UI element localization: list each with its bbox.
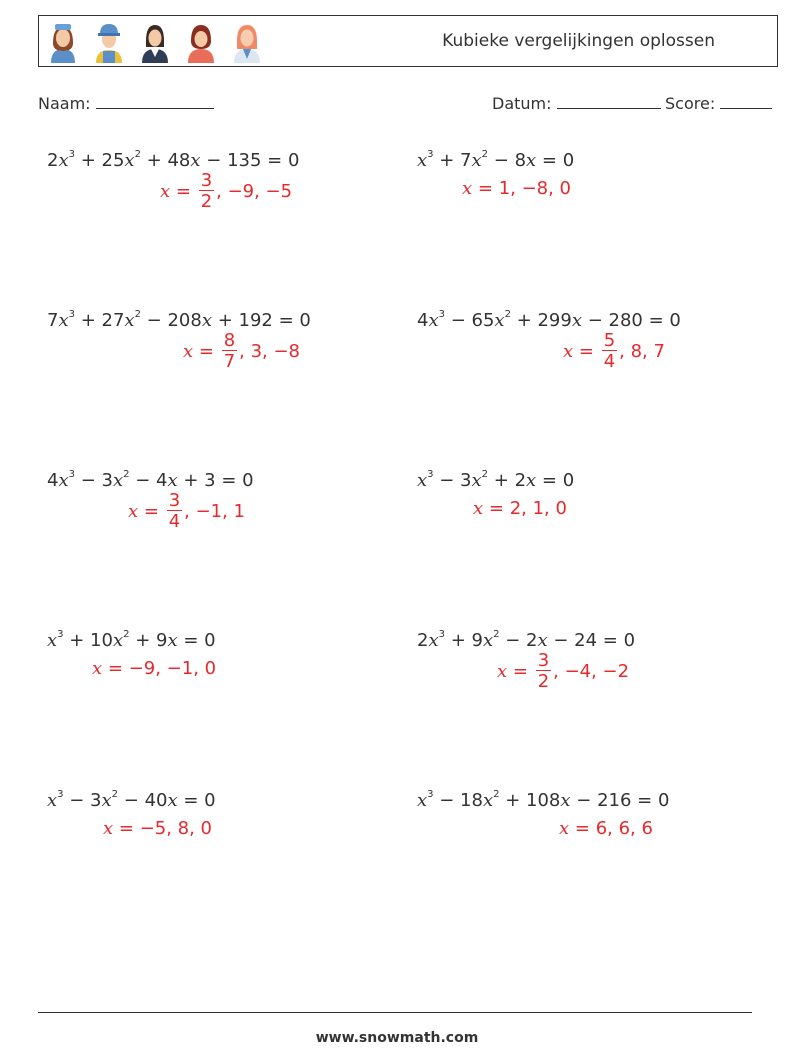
- score-line[interactable]: [720, 92, 772, 109]
- answer-fraction: $\frac{3}{2}$: [200, 170, 213, 212]
- page-title: Kubieke vergelijkingen oplossen: [442, 31, 715, 51]
- score-field[interactable]: [665, 92, 772, 113]
- problem-answer: x = $\frac{5}{4}$ , 8, 7: [563, 330, 665, 372]
- problem-answer: x = 2, 1, 0: [473, 498, 567, 519]
- date-line[interactable]: [557, 92, 661, 109]
- problem-answer: x = −5, 8, 0: [103, 818, 213, 839]
- date-field[interactable]: [492, 92, 661, 113]
- worker-avatar-icon: [91, 21, 127, 63]
- date-label: Datum:: [492, 94, 552, 113]
- problem-answer: x = $\frac{3}{2}$ , −4, −2: [497, 650, 630, 692]
- problem-answer: x = −9, −1, 0: [92, 658, 217, 679]
- name-line[interactable]: [96, 92, 214, 109]
- avatar-row: [45, 21, 265, 63]
- problem-answer: x = 1, −8, 0: [462, 178, 572, 199]
- problem-equation: $x^3 - 3x^2 - 40x = 0$: [47, 789, 216, 811]
- answer-fraction: $\frac{5}{4}$: [603, 330, 616, 372]
- name-label: Naam:: [38, 94, 91, 113]
- problem-answer: x = $\frac{3}{2}$ , −9, −5: [160, 170, 293, 212]
- doctor-avatar-icon: [229, 21, 265, 63]
- problem-equation: $x^3 + 7x^2 - 8x = 0$: [417, 149, 575, 171]
- footer-url: www.snowmath.com: [315, 1030, 479, 1046]
- nurse-avatar-icon: [45, 21, 81, 63]
- businesswoman-avatar-icon: [137, 21, 173, 63]
- problem-equation: $7x^3 + 27x^2 - 208x + 192 = 0$: [47, 309, 311, 331]
- problem-equation: $2x^3 + 25x^2 + 48x - 135 = 0$: [47, 149, 300, 171]
- problem-equation: $4x^3 - 65x^2 + 299x - 280 = 0$: [417, 309, 681, 331]
- answer-fraction: $\frac{3}{4}$: [168, 490, 181, 532]
- problem-equation: $x^3 - 3x^2 + 2x = 0$: [417, 469, 575, 491]
- name-field[interactable]: [38, 92, 214, 113]
- problem-equation: $2x^3 + 9x^2 - 2x - 24 = 0$: [417, 629, 636, 651]
- problem-equation: $x^3 + 10x^2 + 9x = 0$: [47, 629, 216, 651]
- problem-answer: x = 6, 6, 6: [559, 818, 653, 839]
- problem-equation: $x^3 - 18x^2 + 108x - 216 = 0$: [417, 789, 670, 811]
- problem-answer: x = $\frac{3}{4}$ , −1, 1: [128, 490, 246, 532]
- answer-fraction: $\frac{8}{7}$: [223, 330, 236, 372]
- answer-fraction: $\frac{3}{2}$: [537, 650, 550, 692]
- problem-answer: x = $\frac{8}{7}$ , 3, −8: [183, 330, 301, 372]
- woman-avatar-icon: [183, 21, 219, 63]
- problem-equation: $4x^3 - 3x^2 - 4x + 3 = 0$: [47, 469, 254, 491]
- footer-divider: [38, 1012, 752, 1013]
- worksheet-header: [38, 15, 778, 67]
- score-label: Score:: [665, 94, 716, 113]
